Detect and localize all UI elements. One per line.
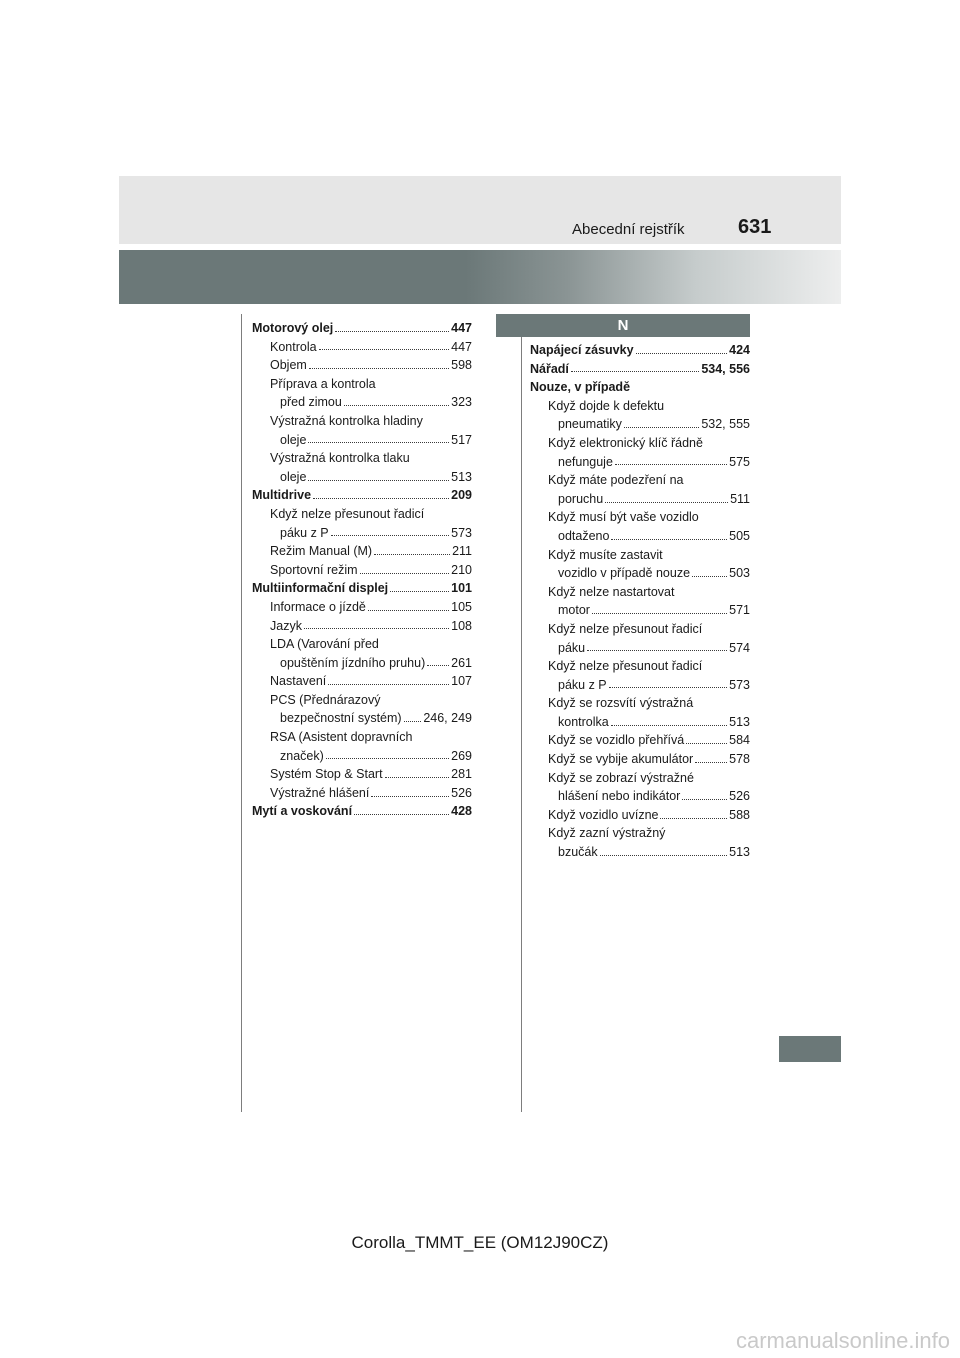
index-entry-page: 534, 556: [701, 361, 750, 376]
index-entry-label: hlášení nebo indikátor: [558, 789, 681, 804]
index-entry: [530, 564, 750, 583]
index-entry: [252, 617, 472, 636]
index-entry: [252, 691, 472, 710]
index-entry-label: opuštěním jízdního pruhu): [280, 655, 426, 670]
index-entry: [252, 579, 472, 598]
index-entry-label: před zimou: [280, 395, 342, 410]
left-column-divider: [241, 314, 242, 1112]
index-entry: [530, 471, 750, 490]
index-entry-label: páku z P: [558, 677, 607, 692]
index-entry-page: 505: [729, 528, 750, 543]
index-entry: [252, 561, 472, 580]
index-entry: [530, 657, 750, 676]
index-entry-page: 281: [451, 767, 472, 782]
index-entry-label: vozidlo v případě nouze: [558, 566, 691, 581]
index-entry-label: Když máte podezření na: [548, 473, 684, 488]
index-entry-label: Výstražná kontrolka hladiny: [270, 413, 423, 428]
index-entry-label: Když nelze nastartovat: [548, 584, 675, 599]
dot-leader: [686, 743, 727, 744]
header-band: [119, 176, 841, 244]
index-entry-label: nefunguje: [558, 454, 613, 469]
dot-leader: [313, 498, 449, 499]
index-entry-label: Když nelze přesunout řadicí: [548, 621, 703, 636]
index-entry-page: 447: [451, 321, 472, 335]
index-entry-label: Multiinformační displej: [252, 581, 389, 596]
index-entry-label: LDA (Varování před: [270, 637, 379, 652]
index-entry: [252, 356, 472, 375]
watermark: carmanualsonline.info: [735, 1328, 950, 1353]
dot-leader: [624, 427, 699, 428]
index-entry: [530, 601, 750, 620]
index-entry-label: Nastavení: [270, 674, 327, 689]
index-entry: [252, 747, 472, 766]
index-entry-label: oleje: [280, 469, 307, 484]
index-entry-label: Když se rozsvítí výstražná: [548, 696, 694, 711]
index-entry-label: Když se zobrazí výstražné: [548, 770, 694, 785]
index-entry: [252, 728, 472, 747]
index-entry: [530, 787, 750, 806]
index-entry-label: Nářadí: [530, 361, 569, 376]
index-entry-label: značek): [280, 748, 324, 763]
index-entry-label: Kontrola: [270, 339, 317, 354]
index-entry-label: Objem: [270, 358, 307, 373]
index-entry-page: 101: [451, 581, 472, 596]
index-entry-label: Jazyk: [270, 618, 302, 633]
index-entry-page: 517: [451, 432, 472, 447]
index-entry-label: Příprava a kontrola: [270, 376, 376, 391]
index-entry-label: Systém Stop & Start: [270, 767, 383, 782]
index-entry: [530, 527, 750, 546]
dot-leader: [587, 650, 727, 651]
index-entry-page: 513: [729, 845, 750, 860]
index-entry-page: 107: [451, 674, 472, 689]
index-entry-label: bezpečnostní systém): [280, 711, 402, 726]
index-entry-label: motor: [558, 603, 590, 618]
index-entry: [252, 338, 472, 357]
index-entry-page: 323: [451, 395, 472, 410]
index-entry: [252, 468, 472, 487]
decorative-gradient-band: [119, 250, 841, 304]
index-entry-page: 575: [729, 454, 750, 469]
index-entry: [530, 620, 750, 639]
index-entry-page: 105: [451, 599, 472, 614]
index-entry-page: 209: [451, 488, 472, 503]
dot-leader: [682, 799, 727, 800]
index-entry-label: Sportovní režim: [270, 562, 358, 577]
index-entry-label: Když musíte zastavit: [548, 547, 663, 562]
index-entry: [252, 672, 472, 691]
index-entry-page: 573: [729, 677, 750, 692]
index-entry-label: Nouze, v případě: [530, 380, 631, 395]
index-entry-page: 532, 555: [701, 417, 750, 432]
dot-leader: [600, 855, 728, 856]
index-entry: [530, 415, 750, 434]
dot-leader: [304, 628, 449, 629]
index-entry: [530, 731, 750, 750]
index-entry: [530, 453, 750, 472]
middle-column-divider: [521, 314, 522, 1112]
index-entry-label: Když zazní výstražný: [548, 826, 666, 841]
index-entry-page: 246, 249: [423, 711, 472, 726]
index-entry: [530, 341, 750, 360]
index-entry-label: Když elektronický klíč řádně: [548, 435, 703, 450]
dot-leader: [692, 576, 727, 577]
index-entry-page: 526: [451, 785, 472, 800]
dot-leader: [360, 573, 450, 574]
index-entry: [252, 486, 472, 505]
dot-leader: [385, 777, 450, 778]
footer-model-code: Corolla_TMMT_EE (OM12J90CZ): [351, 1233, 609, 1252]
index-entry-page: 571: [729, 603, 750, 618]
index-entry-label: Režim Manual (M): [270, 544, 373, 559]
dot-leader: [308, 480, 449, 481]
index-entry-page: 578: [729, 752, 750, 767]
index-entry: [252, 765, 472, 784]
index-entry-page: 261: [451, 655, 472, 670]
index-entry: [252, 524, 472, 543]
index-entry-label: Když nelze přesunout řadicí: [270, 506, 425, 521]
dot-leader: [611, 725, 727, 726]
dot-leader: [404, 721, 422, 722]
index-entry: [252, 375, 472, 394]
index-entry: [252, 635, 472, 654]
index-entry: [530, 806, 750, 825]
index-entry: [530, 750, 750, 769]
index-entry-label: PCS (Přednárazový: [270, 692, 381, 707]
dot-leader: [427, 665, 449, 666]
index-entry-page: 598: [451, 358, 472, 373]
index-entry: [252, 431, 472, 450]
index-entry: [530, 824, 750, 843]
index-entry: [530, 378, 750, 397]
index-entry: [252, 784, 472, 803]
index-entry: [530, 508, 750, 527]
index-entry-label: Napájecí zásuvky: [530, 343, 634, 357]
index-entry-label: odtaženo: [558, 528, 610, 543]
index-entry-page: 503: [729, 566, 750, 581]
index-entry-page: 526: [729, 789, 750, 804]
index-column-left: [252, 319, 472, 821]
index-entry: [252, 654, 472, 673]
dot-leader: [374, 554, 450, 555]
dot-leader: [592, 613, 727, 614]
index-entry-page: 573: [451, 525, 472, 540]
index-entry-page: 210: [451, 562, 472, 577]
index-entry-label: páku z P: [280, 525, 329, 540]
dot-leader: [695, 762, 727, 763]
index-entry-page: 211: [452, 544, 472, 559]
index-entry: [530, 434, 750, 453]
dot-leader: [611, 539, 727, 540]
index-entry: [530, 769, 750, 788]
index-entry-page: 108: [451, 618, 472, 633]
dot-leader: [328, 684, 449, 685]
dot-leader: [344, 405, 449, 406]
index-entry-page: 584: [729, 733, 750, 748]
index-entry: [252, 505, 472, 524]
index-entry-label: páku: [558, 640, 586, 655]
index-entry-label: Když dojde k defektu: [548, 398, 665, 413]
index-entry: [252, 412, 472, 431]
dot-leader: [368, 610, 449, 611]
index-entry: [530, 490, 750, 509]
index-entry-label: Výstražné hlášení: [270, 785, 370, 800]
dot-leader: [660, 818, 727, 819]
chapter-thumb-tab: [779, 1036, 841, 1062]
index-entry: [252, 802, 472, 821]
index-entry: [252, 319, 472, 338]
index-entry-label: bzučák: [558, 845, 598, 860]
index-entry-page: 588: [729, 807, 750, 822]
dot-leader: [354, 814, 449, 815]
index-entry-page: 513: [451, 469, 472, 484]
dot-leader: [605, 502, 728, 503]
index-entry: [530, 694, 750, 713]
dot-leader: [615, 464, 727, 465]
dot-leader: [319, 349, 450, 350]
index-entry: [530, 843, 750, 862]
dot-leader: [331, 535, 450, 536]
index-entry-label: Motorový olej: [252, 321, 334, 335]
index-entry: [252, 449, 472, 468]
index-entry-label: kontrolka: [558, 714, 609, 729]
index-entry: [530, 546, 750, 565]
index-entry: [530, 360, 750, 379]
index-entry: [530, 676, 750, 695]
index-entry-label: Když musí být vaše vozidlo: [548, 510, 699, 525]
index-column-right: [530, 341, 750, 862]
index-entry-label: Informace o jízdě: [270, 599, 366, 614]
index-entry-label: Když se vozidlo přehřívá: [548, 733, 685, 748]
dot-leader: [308, 442, 449, 443]
index-entry-page: 574: [729, 640, 750, 655]
index-entry-label: Když vozidlo uvízne: [548, 807, 659, 822]
dot-leader: [609, 687, 728, 688]
index-entry-label: pneumatiky: [558, 417, 622, 432]
index-entry-label: Když se vybije akumulátor: [548, 752, 694, 767]
index-entry-label: oleje: [280, 432, 307, 447]
index-entry-page: 269: [451, 748, 472, 763]
index-entry-label: Multidrive: [252, 488, 312, 503]
index-entry: [530, 583, 750, 602]
index-entry-label: Mytí a voskování: [252, 804, 353, 819]
index-entry: [530, 713, 750, 732]
dot-leader: [636, 353, 728, 354]
index-entry-label: poruchu: [558, 491, 604, 506]
dot-leader: [326, 758, 449, 759]
section-title: Abecední rejstřík: [572, 221, 685, 238]
page-number: 631: [738, 216, 772, 238]
index-entry-page: 513: [729, 714, 750, 729]
index-entry: [252, 598, 472, 617]
index-entry-label: Výstražná kontrolka tlaku: [270, 451, 410, 466]
dot-leader: [309, 368, 449, 369]
index-entry: [252, 542, 472, 561]
index-entry: [530, 639, 750, 658]
index-entry-label: RSA (Asistent dopravních: [270, 730, 413, 745]
letter-heading-n: N: [496, 314, 750, 337]
index-entry-page: 424: [729, 343, 750, 357]
index-entry: [252, 709, 472, 728]
index-entry: [252, 393, 472, 412]
index-entry: [530, 397, 750, 416]
dot-leader: [371, 796, 449, 797]
dot-leader: [571, 371, 699, 372]
index-entry-page: 447: [451, 339, 472, 354]
index-entry-page: 511: [730, 491, 750, 506]
index-entry-label: Když nelze přesunout řadicí: [548, 659, 703, 674]
dot-leader: [390, 591, 449, 592]
index-entry-page: 428: [451, 804, 472, 819]
dot-leader: [335, 331, 449, 332]
